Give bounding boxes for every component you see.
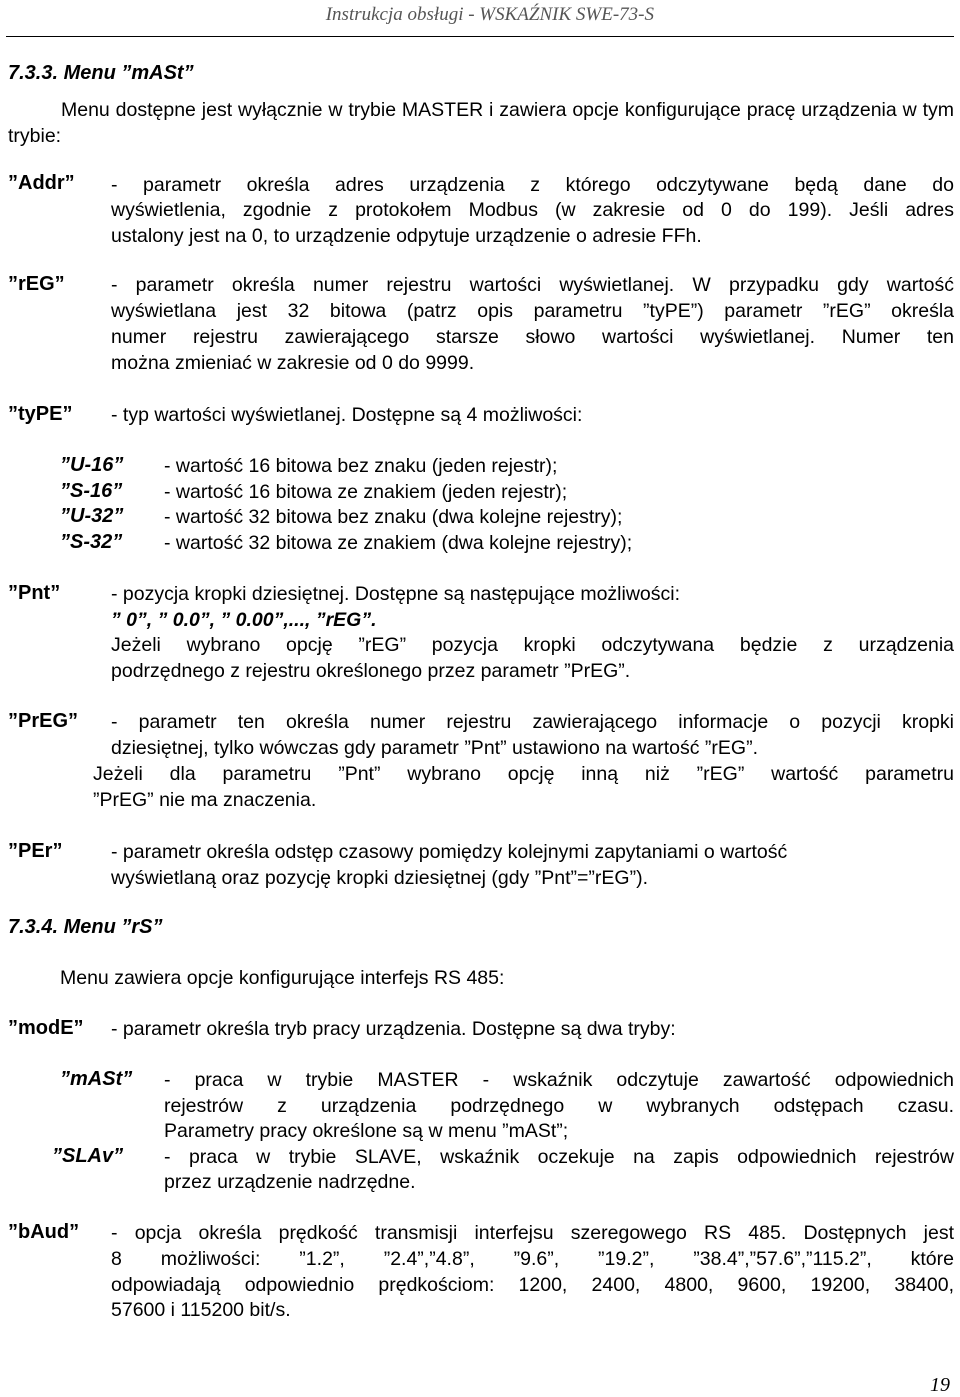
page-header: Instrukcja obsługi - WSKAŹNIK SWE-73-S	[325, 4, 654, 25]
param-reg-name: ”rEG”	[8, 273, 65, 295]
param-baud-name: ”bAud”	[8, 1221, 80, 1243]
param-pnt-line1: - pozycja kropki dziesiętnej. Dostępne są następujące możliwości:	[111, 583, 681, 605]
page-number: 19	[930, 1374, 950, 1396]
param-preg-line3: Jeżeli dla parametru ”Pnt” wybrano opcję inną niż ”rEG” wartość parametru	[93, 763, 954, 785]
param-reg-line3: numer rejestru zawierającego starsze słowo wartości wyświetlanej. Numer ten	[111, 326, 954, 348]
mode-mast-line1: - praca w trybie MASTER - wskaźnik odczytuje zawartość odpowiednich	[164, 1069, 954, 1091]
intro-mast: Menu dostępne jest wyłącznie w trybie MASTER i zawiera opcje konfigurujące pracę urządzenia w tym trybie:	[8, 99, 954, 147]
param-addr-name: ”Addr”	[8, 172, 75, 194]
type-s32-name: ”S-32”	[60, 531, 123, 553]
type-s16-name: ”S-16”	[60, 480, 123, 502]
param-addr-line1: - parametr określa adres urządzenia z którego odczytywane będą dane do	[111, 174, 954, 196]
header-rule	[6, 36, 954, 37]
mode-mast-line2: rejestrów z urządzenia podrzędnego w wybranych odstępach czasu.	[164, 1095, 954, 1117]
param-pnt-line4: podrzędnego z rejestru określonego przez parametr ”PrEG”.	[111, 660, 631, 682]
mode-mast-line3: Parametry pracy określone są w menu ”mASt”;	[164, 1120, 569, 1142]
param-preg-line2: dziesiętnej, tylko wówczas gdy parametr ”Pnt” ustawiono na wartość ”rEG”.	[111, 737, 758, 759]
param-preg-name: ”PrEG”	[8, 710, 79, 732]
param-per-line2: wyświetlaną oraz pozycję kropki dziesiętnej (gdy ”Pnt”=”rEG”).	[111, 867, 648, 889]
param-pnt-name: ”Pnt”	[8, 582, 61, 604]
intro-rs: Menu zawiera opcje konfigurujące interfejs RS 485:	[60, 967, 505, 989]
param-baud-line2: 8 możliwości: ”1.2”, ”2.4”,”4.8”, ”9.6”, ”19.2”, ”38.4”,”57.6”,”115.2”, które	[111, 1248, 954, 1270]
mode-slav-line2: przez urządzenie nadrzędne.	[164, 1171, 416, 1193]
type-u16-desc: - wartość 16 bitowa bez znaku (jeden rejestr);	[164, 455, 558, 477]
param-type-line1: - typ wartości wyświetlanej. Dostępne są 4 możliwości:	[111, 404, 583, 426]
param-addr-line3: ustalony jest na 0, to urządzenie odpytuje urządzenie o adresie FFh.	[111, 225, 702, 247]
param-reg-line2: wyświetlana jest 32 bitowa (patrz opis parametru ”tyPE”) parametr ”rEG” określa	[111, 300, 954, 322]
param-type-name: ”tyPE”	[8, 403, 73, 425]
section-heading-mast: 7.3.3. Menu ”mASt”	[8, 62, 194, 84]
param-reg-line1: - parametr określa numer rejestru wartości wyświetlanej. W przypadku gdy wartość	[111, 274, 954, 296]
section-heading-rs: 7.3.4. Menu ”rS”	[8, 916, 163, 938]
type-s16-desc: - wartość 16 bitowa ze znakiem (jeden rejestr);	[164, 481, 568, 503]
param-reg-line4: można zmieniać w zakresie od 0 do 9999.	[111, 352, 475, 374]
mode-slav-line1: - praca w trybie SLAVE, wskaźnik oczekuje na zapis odpowiednich rejestrów	[164, 1146, 954, 1168]
param-preg-line4: ”PrEG” nie ma znaczenia.	[93, 789, 317, 811]
param-baud-line4: 57600 i 115200 bit/s.	[111, 1299, 291, 1321]
mode-mast-name: ”mASt”	[60, 1068, 133, 1090]
type-u32-name: ”U-32”	[60, 505, 124, 527]
param-baud-line3: odpowiadają odpowiednio prędkościom: 1200, 2400, 4800, 9600, 19200, 38400,	[111, 1274, 954, 1296]
mode-slav-name: ”SLAv”	[52, 1145, 124, 1167]
param-per-line1: - parametr określa odstęp czasowy pomiędzy kolejnymi zapytaniami o wartość	[111, 841, 788, 863]
type-u32-desc: - wartość 32 bitowa bez znaku (dwa kolejne rejestry);	[164, 506, 623, 528]
type-u16-name: ”U-16”	[60, 454, 124, 476]
param-baud-line1: - opcja określa prędkość transmisji interfejsu szeregowego RS 485. Dostępnych jest	[111, 1222, 954, 1244]
param-mode-text: - parametr określa tryb pracy urządzenia. Dostępne są dwa tryby:	[111, 1018, 676, 1040]
param-addr-line2: wyświetlenia, zgodnie z protokołem Modbus (w zakresie od 0 do 199). Jeśli adres	[111, 199, 954, 221]
param-per-name: ”PEr”	[8, 840, 63, 862]
param-mode-name: ”modE”	[8, 1017, 84, 1039]
param-preg-line1: - parametr ten określa numer rejestru zawierającego informacje o pozycji kropki	[111, 711, 954, 733]
type-s32-desc: - wartość 32 bitowa ze znakiem (dwa kolejne rejestry);	[164, 532, 633, 554]
param-pnt-line3: Jeżeli wybrano opcję ”rEG” pozycja kropki odczytywana będzie z urządzenia	[111, 634, 954, 656]
param-pnt-options: ” 0”, ” 0.0”, ” 0.00”,..., ”rEG”.	[111, 609, 377, 631]
